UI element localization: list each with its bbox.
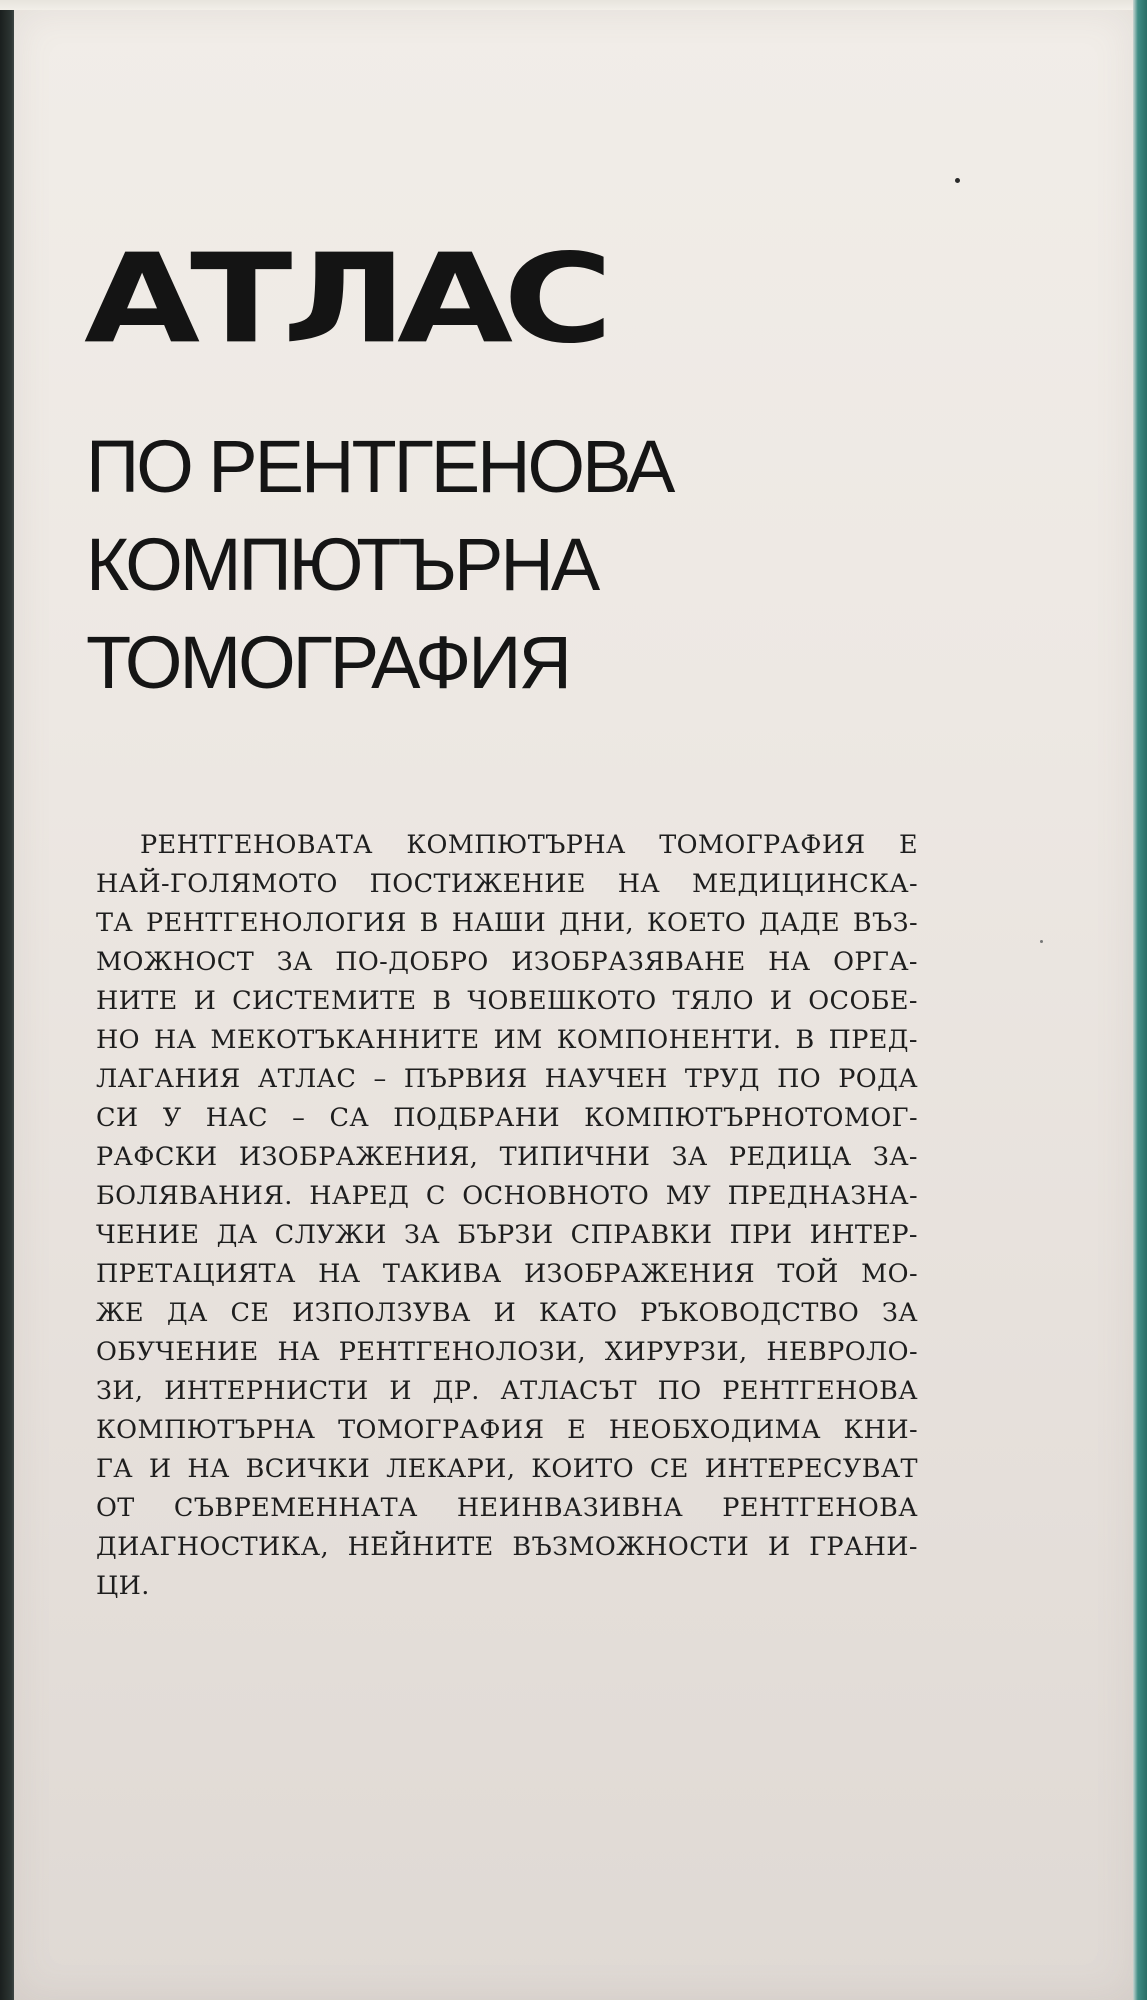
blurb-line [96,1333,918,1372]
blurb-word: ЗА [881,1298,918,1328]
blurb-word: СЪВРЕМЕННАТА [173,1493,418,1523]
blurb-word: И [148,1454,172,1484]
blurb-word: ДНИ, [559,908,635,938]
blurb-word: ЛЕКАРИ, [386,1454,516,1484]
blurb-word: РЕДИЦА [728,1142,852,1172]
blurb-word: СЕ [230,1298,270,1328]
blurb-word: РЕНТГЕНОВА [722,1493,918,1523]
blurb-word: ИНТЕР- [809,1220,918,1250]
blurb-word: НАУЧЕН [544,1064,668,1094]
blurb-word: ТИПИЧНИ [499,1142,651,1172]
blurb-word: ПРИ [729,1220,793,1250]
blurb-word: ПО [657,1376,702,1406]
blurb-word: У [162,1103,182,1133]
blurb-word: ТЯЛО [672,986,754,1016]
blurb-word: ПРЕД- [828,1025,918,1055]
blurb-word: И [493,1298,517,1328]
blurb-word: ЛАГАНИЯ [96,1064,241,1094]
blurb-word: НА [768,947,811,977]
blurb-word: ДА [216,1220,258,1250]
blurb-word: НАРЕД [309,1181,410,1211]
blurb-word: ИМ [493,1025,543,1055]
blurb-word: НАС [205,1103,268,1133]
blurb-word: ГРАНИ- [809,1532,918,1562]
blurb-word: КНИ- [843,1415,918,1445]
blurb-word: ВЪЗМОЖНОСТИ [512,1532,750,1562]
blurb-word: СЕ [649,1454,689,1484]
blurb-word: В [432,986,452,1016]
blurb-word: МЕДИЦИНСКА- [692,869,918,899]
blurb-word: КОИТО [531,1454,634,1484]
blurb-word: ДИАГНОСТИКА, [96,1532,330,1562]
blurb-word: РОДА [838,1064,918,1094]
blurb-word: НЕЙНИТЕ [347,1532,494,1562]
blurb-line [96,1450,918,1489]
blurb-word: БОЛЯВАНИЯ. [96,1181,293,1211]
blurb-word: ДР. [432,1376,480,1406]
blurb-word: ДА [166,1298,208,1328]
blurb-word: НО [96,1025,140,1055]
blurb-word: РЪКОВОДСТВО [640,1298,860,1328]
blurb-word: ИЗОБРАЗЯВАНЕ [511,947,746,977]
blurb-word: ХИРУРЗИ, [604,1337,748,1367]
subtitle-line-2: КОМПЮТЪРНА [86,523,598,606]
blurb-line [96,1489,918,1528]
blurb-word: КОМПОНЕНТИ. [556,1025,782,1055]
blurb-word: ПЪРВИЯ [403,1064,528,1094]
blurb-word: ЖЕ [96,1298,145,1328]
blurb-line [96,1216,918,1255]
blurb-word: СИСТЕМИТЕ [232,986,417,1016]
blurb-word: ПОДБРАНИ [393,1103,560,1133]
blurb-word: НА [277,1337,320,1367]
blurb-word: ИНТЕРНИСТИ [164,1376,369,1406]
blurb-word: НАЙ-ГОЛЯМОТО [96,869,338,899]
blurb-line [96,1021,918,1060]
blurb-word: РАФСКИ [96,1142,218,1172]
blurb-word: ЧЕНИЕ [96,1220,200,1250]
blurb-word: НА [318,1259,361,1289]
blurb-word: ТА [96,908,134,938]
blurb-word: НЕОБХОДИМА [608,1415,821,1445]
subtitle-line-1: ПО РЕНТГЕНОВА [86,425,673,508]
blurb-word: КАТО [538,1298,618,1328]
blurb-word: СИ [96,1103,139,1133]
blurb-word: ПРЕДНАЗНА- [727,1181,918,1211]
blurb-word: – [292,1103,306,1133]
blurb-word: ЗА [403,1220,440,1250]
blurb-word: АТЛАС [257,1064,357,1094]
blurb-word: НА [617,869,661,899]
blurb-word: НЕИНВАЗИВНА [456,1493,684,1523]
blurb-line [96,826,918,865]
blurb-line [96,1255,918,1294]
blurb-word: НИТЕ [96,986,178,1016]
blurb-word: РЕНТГЕНОЛОЗИ, [338,1337,587,1367]
subtitle-line-3: ТОМОГРАФИЯ [86,621,569,704]
cover-top-edge [0,0,1147,10]
blurb-word: ЧОВЕШКОТО [467,986,657,1016]
blurb-word: ТОМОГРАФИЯ [659,830,866,860]
blurb-word: МЕКОТЪКАННИТЕ [210,1025,480,1055]
blurb-paragraph [96,826,918,1606]
blurb-word: КОМПЮТЪРНА [96,1415,316,1445]
blurb-word: ТАКИВА [382,1259,502,1289]
blurb-line [96,1372,918,1411]
blurb-line [96,1177,918,1216]
blurb-word: ИЗПОЛЗУВА [292,1298,471,1328]
blurb-line: ЦИ. [96,1571,150,1601]
blurb-word: АТЛАСЪТ [500,1376,637,1406]
blurb-word: И [193,986,217,1016]
blurb-word: В [419,908,439,938]
blurb-word: ОРГА- [833,947,918,977]
blurb-word: ЗА [671,1142,708,1172]
blurb-line [96,1294,918,1333]
blurb-word: НА [153,1025,197,1055]
blurb-word: СЛУЖИ [274,1220,387,1250]
blurb-word: КОМПЮТЪРНОТОМОГ- [584,1103,918,1133]
blurb-word: ВЪЗ- [852,908,918,938]
blurb-word: ОСОБЕ- [808,986,918,1016]
blurb-line [96,982,918,1021]
blurb-word: ОБУЧЕНИЕ [96,1337,259,1367]
blurb-word: РЕНТГЕНОВАТА [140,830,373,860]
blurb-word: ИЗОБРАЖЕНИЯ [524,1259,755,1289]
blurb-word: И [389,1376,412,1406]
blurb-word: ОТ [96,1493,135,1523]
blurb-word: МУ [665,1181,712,1211]
blurb-line [96,1528,918,1567]
blurb-word: НЕВРОЛО- [766,1337,918,1367]
blurb-word: МОЖНОСТ [96,947,255,977]
blurb-word: ЗИ, [96,1376,144,1406]
blurb-word: ОСНОВНОТО [462,1181,650,1211]
blurb-word: – [373,1064,387,1094]
blurb-word: ИЗОБРАЖЕНИЯ, [238,1142,479,1172]
blurb-word: ВСИЧКИ [245,1454,371,1484]
blurb-word: РЕНТГЕНОВА [722,1376,918,1406]
blurb-word: СА [329,1103,370,1133]
blurb-line [96,1138,918,1177]
blurb-word: ПО-ДОБРО [335,947,489,977]
blurb-line [96,1411,918,1450]
blurb-line [96,943,918,982]
paper-speck [955,178,960,183]
blurb-word: ТРУД [684,1064,760,1094]
blurb-word: ПОСТИЖЕНИЕ [369,869,586,899]
blurb-line [96,1060,918,1099]
blurb-word: ЗА [276,947,313,977]
blurb-word: НАШИ [451,908,547,938]
blurb-word: КОЕТО [646,908,747,938]
blurb-word: ТОМОГРАФИЯ [338,1415,545,1445]
blurb-word: ЗА- [872,1142,918,1172]
blurb-word: И [769,986,793,1016]
blurb-word: ДАДЕ [758,908,840,938]
blurb-word: В [795,1025,815,1055]
blurb-word: МО- [861,1259,918,1289]
blurb-word: ТОЙ [777,1259,839,1289]
blurb-word: РЕНТГЕНОЛОГИЯ [146,908,407,938]
blurb-word: ИНТЕРЕСУВАТ [704,1454,918,1484]
blurb-word: БЪРЗИ [457,1220,554,1250]
blurb-line [96,1099,918,1138]
paper-speck [1040,940,1043,943]
blurb-word: Е [567,1415,587,1445]
blurb-word: НА [187,1454,230,1484]
blurb-word: И [767,1532,791,1562]
book-title: АТЛАС [84,228,604,371]
blurb-word: СПРАВКИ [570,1220,713,1250]
blurb-word: ПРЕТАЦИЯТА [96,1259,296,1289]
blurb-line [96,904,918,943]
cover-right-edge [1133,0,1147,2000]
blurb-line [96,865,918,904]
blurb-word: Е [898,830,918,860]
blurb-word: ПО [777,1064,822,1094]
blurb-word: КОМПЮТЪРНА [406,830,626,860]
blurb-word: ГА [96,1454,133,1484]
blurb-word: С [425,1181,446,1211]
